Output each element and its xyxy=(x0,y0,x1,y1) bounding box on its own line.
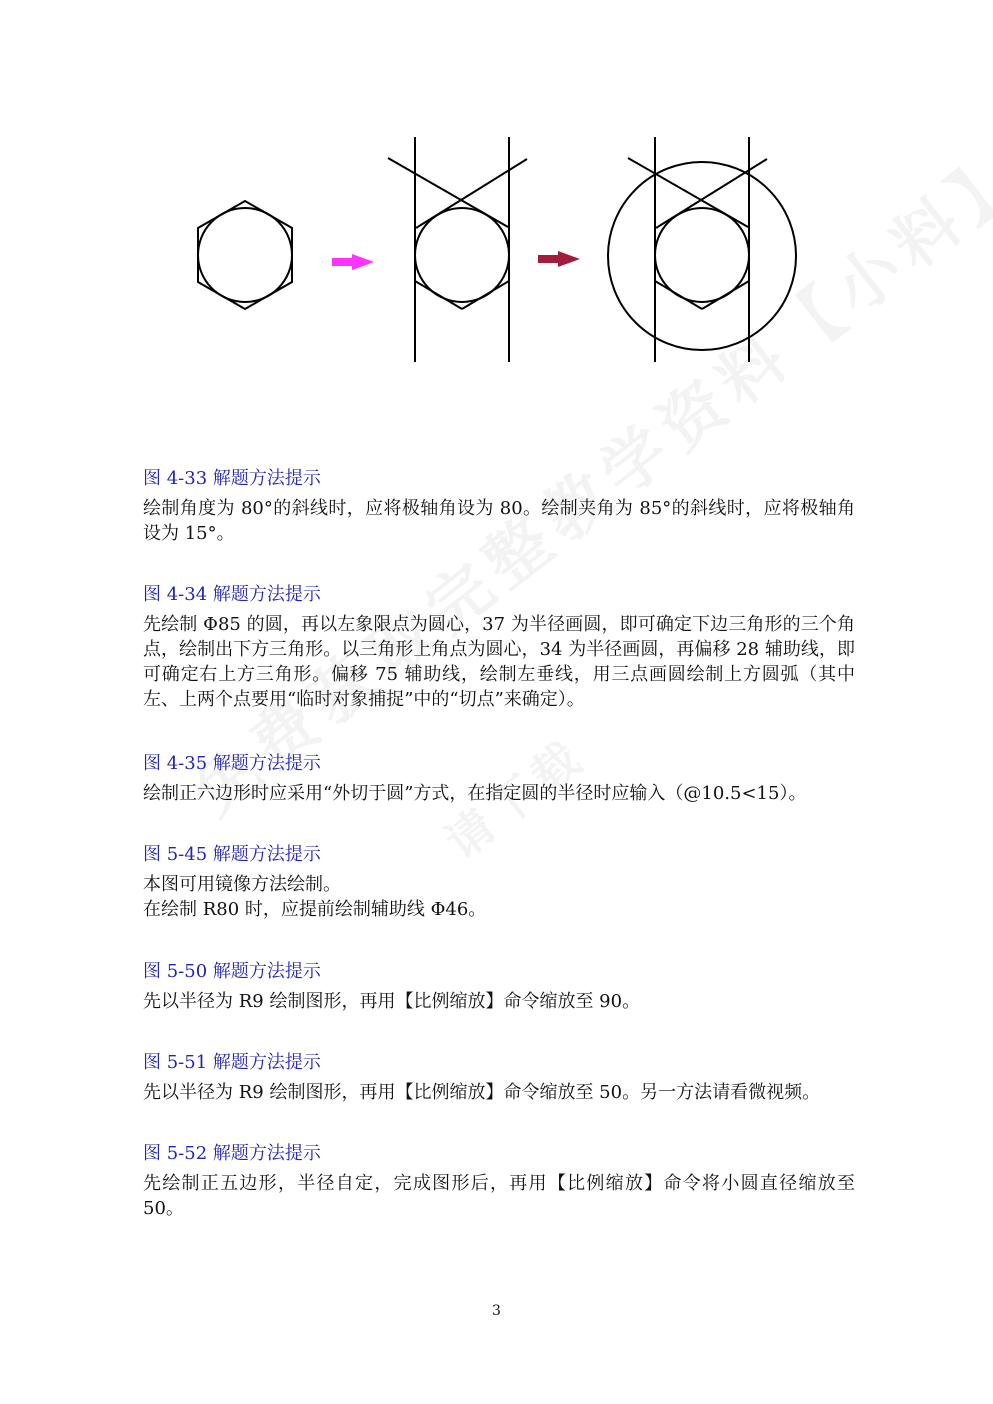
page-number: 3 xyxy=(492,1303,501,1319)
hint-4-35 xyxy=(143,751,855,806)
diagonal-line-a-3 xyxy=(628,158,748,227)
hint-title: 图 5-51 解题方法提示 xyxy=(143,1052,321,1073)
construction-figure xyxy=(0,0,993,420)
outer-circle-3 xyxy=(608,162,796,350)
hint-line: 绘制角度为 80°的斜线时，应将极轴角设为 80。绘制夹角为 85°的斜线时，应将极轴角设为 15°。 xyxy=(143,498,855,544)
diagonal-line-b-2 xyxy=(416,159,527,228)
inscribed-circle-2 xyxy=(415,208,509,302)
hint-body xyxy=(143,1080,855,1105)
hint-body xyxy=(143,989,855,1014)
hint-title: 图 4-33 解题方法提示 xyxy=(143,468,321,489)
hint-title: 图 5-52 解题方法提示 xyxy=(143,1143,321,1164)
lower-edge-right-2 xyxy=(462,281,509,309)
hexagon-step-1 xyxy=(198,201,292,309)
hint-line: 先以半径为 R9 绘制图形，再用【比例缩放】命令缩放至 90。 xyxy=(143,991,641,1012)
hint-5-45 xyxy=(143,842,855,922)
hint-line: 绘制正六边形时应采用“外切于圆”方式，在指定圆的半径时应输入（@10.5<15）。 xyxy=(143,783,807,804)
lower-edge-left-3 xyxy=(655,281,702,309)
hint-line: 先绘制正五边形，半径自定，完成图形后，再用【比例缩放】命令将小圆直径缩放至 50。 xyxy=(143,1173,855,1219)
inscribed-circle-1 xyxy=(198,208,292,302)
hint-5-50 xyxy=(143,959,855,1014)
lower-edge-right-3 xyxy=(702,281,749,309)
hint-body xyxy=(143,872,855,922)
hint-line: 在绘制 R80 时，应提前绘制辅助线 Φ46。 xyxy=(143,899,487,920)
hint-5-52 xyxy=(143,1141,855,1221)
hint-4-34 xyxy=(143,582,855,712)
hint-line: 本图可用镜像方法绘制。 xyxy=(143,874,341,895)
arrow-darkred xyxy=(538,251,580,267)
hint-title: 图 5-45 解题方法提示 xyxy=(143,844,321,865)
construction-step-3 xyxy=(608,137,796,362)
diagonal-line-a-2 xyxy=(388,158,508,227)
diagonal-line-b-3 xyxy=(656,159,767,228)
hint-title: 图 5-50 解题方法提示 xyxy=(143,961,321,982)
hint-line: 先绘制 Φ85 的圆，再以左象限点为圆心，37 为半径画圆，即可确定下边三角形的三个角点，绘制出下方三角形。以三角形上角点为圆心，34 为半径画圆，再偏移 28 辅助线，即可确定右上方三角形。偏移 75 辅助线，绘制左垂线，用三点画圆绘制上方圆弧（其中左、上两个点要用“临时对象捕捉”中的“切点”来确定）。 xyxy=(143,614,855,710)
hint-body xyxy=(143,612,855,712)
hint-body xyxy=(143,781,855,806)
lower-edge-left-2 xyxy=(415,281,462,309)
hint-line: 先以半径为 R9 绘制图形，再用【比例缩放】命令缩放至 50。另一方法请看微视频。 xyxy=(143,1082,821,1103)
hint-body xyxy=(143,1171,855,1221)
hint-5-51 xyxy=(143,1050,855,1105)
hint-title: 图 4-35 解题方法提示 xyxy=(143,753,321,774)
hexagon-1 xyxy=(198,201,292,309)
construction-step-2 xyxy=(388,137,527,362)
hint-4-33 xyxy=(143,466,855,546)
inscribed-circle-3 xyxy=(655,208,749,302)
arrow-magenta xyxy=(332,254,374,270)
hint-body xyxy=(143,496,855,546)
hint-title: 图 4-34 解题方法提示 xyxy=(143,584,321,605)
